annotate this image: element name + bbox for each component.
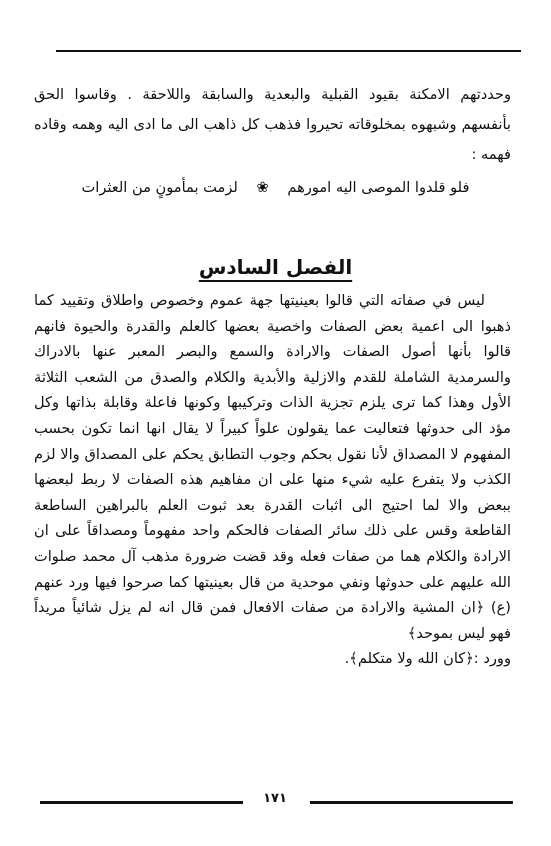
chapter-body	[34, 288, 511, 672]
body-paragraph: وورد :﴿كان الله ولا متكلم﴾.	[344, 650, 511, 668]
footer-rule-right	[310, 801, 513, 804]
chapter-title: الفصل السادس	[198, 255, 353, 279]
verse-separator-icon: ❀	[256, 179, 269, 196]
intro-paragraph: وحددتهم الامكنة بقيود القبلية والبعدية والسابقة واللاحقة . وقاسوا الحق بأنفسهم وشبهوه بمخلوقاته تحيروا فذهب كل ذاهب الى ما ادى اليه وهمه وقاده فهمه :	[34, 86, 511, 163]
page-number: ١٧١	[263, 791, 287, 806]
poem-verse	[40, 173, 511, 203]
top-rule	[56, 50, 521, 52]
verse-second-hemistich: لزمت بمأمونٍ من العثرات	[81, 179, 238, 196]
page-footer	[40, 791, 513, 809]
body-paragraph: ليس في صفاته التي قالوا بعينيتها جهة عموم وخصوص واطلاق وتقييد كما ذهبوا الى اعمية بعض الصفات واخصية بعضها كالعلم والقدرة والحيوة فانهم قالوا بأنها أصول الصفات والارادة والسمع والبصر المعبر عنها بالادراك والسرمدية الشاملة للقدم والازلية والأبدية والكلام والصدق من الشعب الثلاثة الأول وهذا كما ترى يلزم تجزية الذات وتركيبها وكونها فاعلة وقابلة بذاتها وكل مؤد الى حدوثها فتعاليت عما يقولون علواً كبيراً لا يقال انها انما تكون بحسب المفهوم لا المصداق لأنا نقول بحكم وجوب التطابق يحكم على المصداق والا لزم الكذب ولا يتفرع عليه شيء منها على ان مفاهيم هذه الصفات لا ربط لبعضها ببعض والا لما احتيج الى اثبات القدرة بعد ثبوت العلم بالبراهين الساطعة القاطعة وقس على ذلك سائر الصفات فالحكم واحد مفهوماً ومصداقاً على ان الارادة والكلام هما من صفات فعله وقد قضت ضرورة مذهب آل محمد صلوات الله عليهم على حدوثها ونفي موحدية من قال بعينيتها كما صرحوا فيها ورد عنهم (ع) ﴿ان المشية والارادة من صفات الافعال فمن قال انه لم يزل شائياً مريداً فهو ليس بموحد﴾	[34, 292, 511, 642]
verse-first-hemistich: فلو قلدوا الموصى اليه امورهم	[287, 179, 470, 196]
footer-rule-left	[40, 801, 243, 804]
